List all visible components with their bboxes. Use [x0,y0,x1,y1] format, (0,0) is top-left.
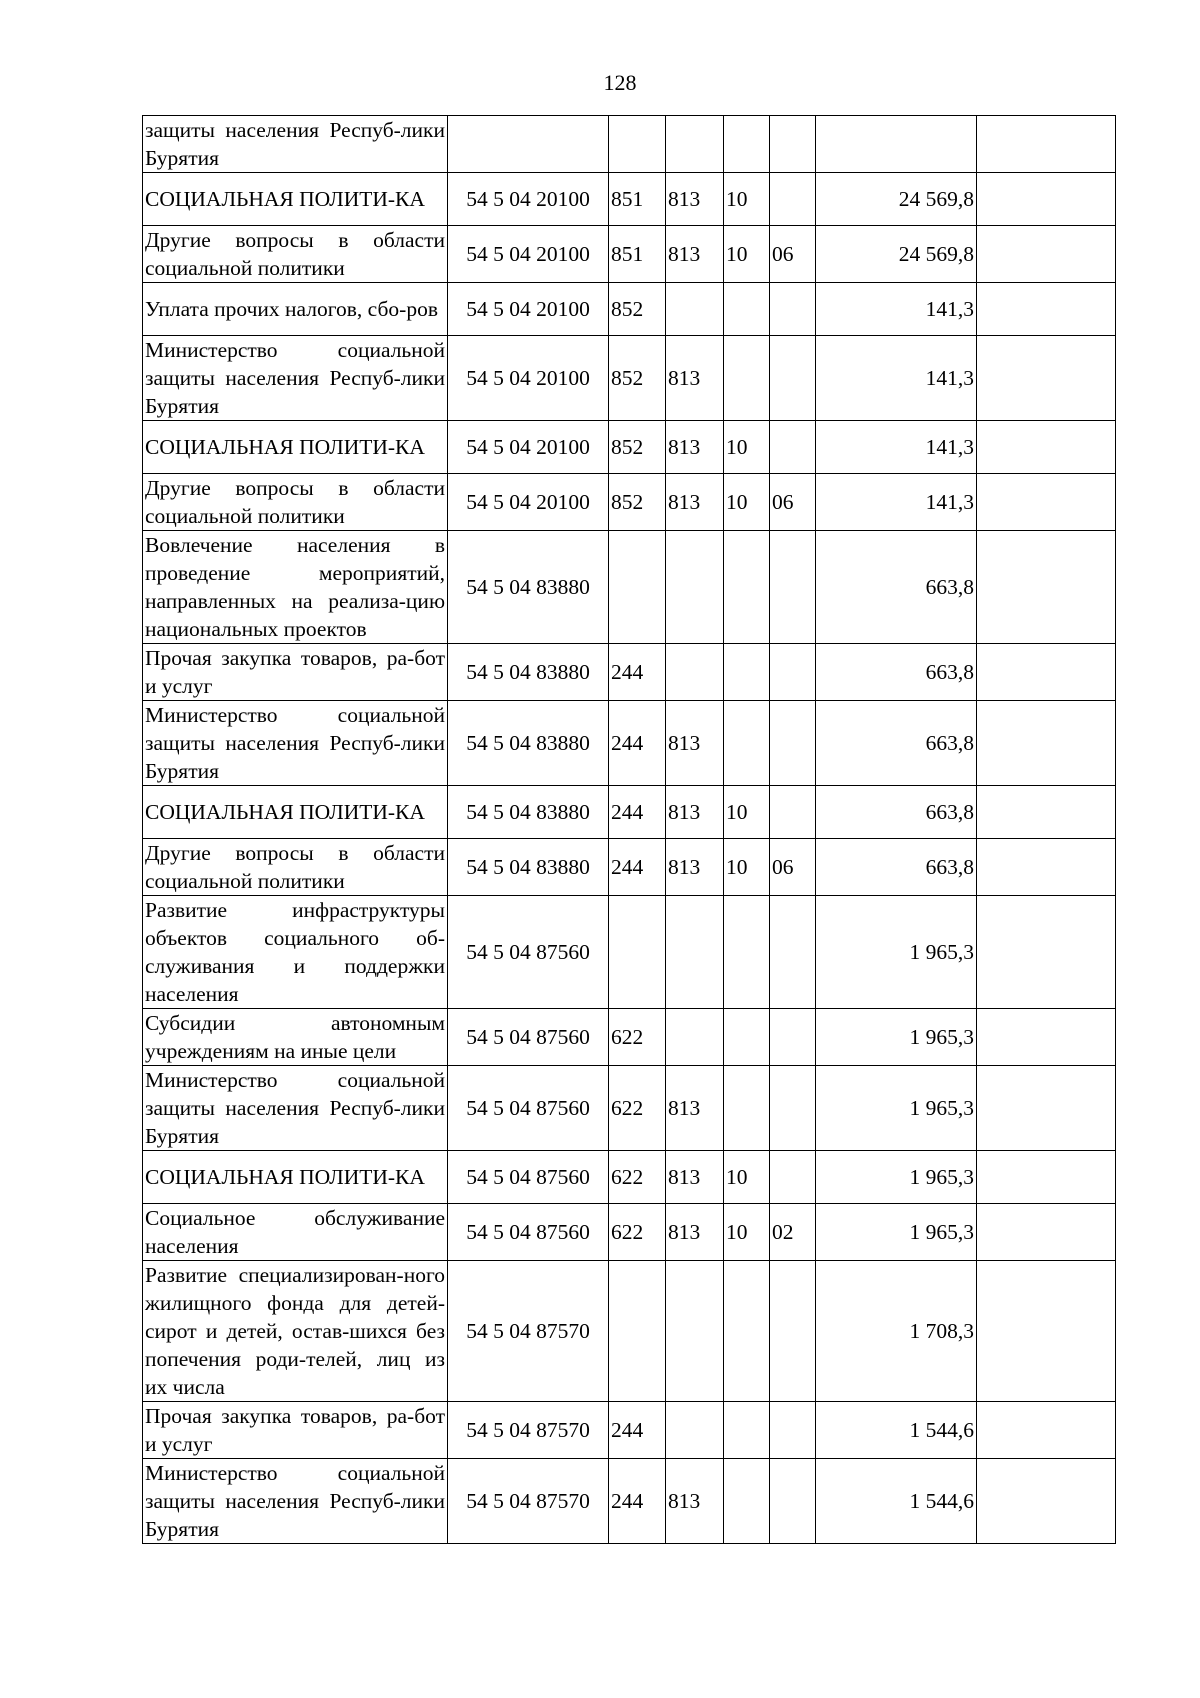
row-extra-cell [977,839,1116,896]
row-target-article-cell: 54 5 04 83880 [448,839,609,896]
table-row [143,786,1116,839]
row-name-cell: СОЦИАЛЬНАЯ ПОЛИТИ-КА [143,786,448,839]
row-target-article-cell: 54 5 04 87570 [448,1402,609,1459]
row-target-article-cell: 54 5 04 83880 [448,531,609,644]
row-section-cell: 10 [724,474,770,531]
row-extra-cell [977,336,1116,421]
row-section-cell [724,336,770,421]
row-section-cell: 10 [724,786,770,839]
row-amount-cell: 141,3 [816,421,977,474]
row-section-cell: 10 [724,173,770,226]
row-name-cell: Уплата прочих налогов, сбо-ров [143,283,448,336]
row-amount-cell: 141,3 [816,474,977,531]
row-subsection-cell [770,644,816,701]
row-administrator-cell: 813 [666,1204,724,1261]
row-name-cell: Другие вопросы в области социальной политики [143,839,448,896]
row-extra-cell [977,116,1116,173]
row-section-cell [724,1402,770,1459]
row-extra-cell [977,1402,1116,1459]
row-expense-type-cell: 622 [609,1204,666,1261]
row-amount-cell: 1 965,3 [816,896,977,1009]
row-expense-type-cell [609,531,666,644]
row-expense-type-cell: 244 [609,786,666,839]
row-target-article-cell [448,116,609,173]
table-row [143,644,1116,701]
row-target-article-cell: 54 5 04 87560 [448,896,609,1009]
table-row [143,839,1116,896]
row-extra-cell [977,896,1116,1009]
row-target-article-cell: 54 5 04 87560 [448,1009,609,1066]
table-row [143,116,1116,173]
row-name-cell: Другие вопросы в области социальной политики [143,474,448,531]
row-administrator-cell: 813 [666,701,724,786]
row-amount-cell: 1 544,6 [816,1459,977,1544]
row-amount-cell: 141,3 [816,336,977,421]
row-administrator-cell: 813 [666,1066,724,1151]
row-administrator-cell: 813 [666,1151,724,1204]
row-subsection-cell [770,786,816,839]
row-administrator-cell [666,1009,724,1066]
row-section-cell [724,283,770,336]
budget-table [142,115,1116,1544]
row-subsection-cell [770,896,816,1009]
budget-table-body [143,116,1116,1544]
row-extra-cell [977,283,1116,336]
row-extra-cell [977,644,1116,701]
row-target-article-cell: 54 5 04 20100 [448,283,609,336]
row-target-article-cell: 54 5 04 20100 [448,421,609,474]
row-section-cell [724,531,770,644]
row-section-cell: 10 [724,226,770,283]
row-extra-cell [977,474,1116,531]
row-amount-cell: 1 544,6 [816,1402,977,1459]
row-amount-cell: 141,3 [816,283,977,336]
row-amount-cell: 1 708,3 [816,1261,977,1402]
row-amount-cell: 663,8 [816,701,977,786]
row-subsection-cell: 06 [770,226,816,283]
row-administrator-cell [666,283,724,336]
row-amount-cell: 1 965,3 [816,1204,977,1261]
table-row [143,336,1116,421]
row-administrator-cell: 813 [666,421,724,474]
row-subsection-cell [770,1261,816,1402]
row-administrator-cell: 813 [666,1459,724,1544]
row-section-cell [724,1009,770,1066]
table-row [143,474,1116,531]
row-section-cell [724,644,770,701]
row-expense-type-cell: 244 [609,839,666,896]
row-section-cell [724,896,770,1009]
row-target-article-cell: 54 5 04 20100 [448,173,609,226]
row-target-article-cell: 54 5 04 20100 [448,226,609,283]
table-row [143,531,1116,644]
row-section-cell: 10 [724,421,770,474]
row-amount-cell: 24 569,8 [816,173,977,226]
row-subsection-cell [770,1009,816,1066]
row-name-cell: Развитие инфраструктуры объектов социального об-служивания и поддержки населения [143,896,448,1009]
row-subsection-cell: 02 [770,1204,816,1261]
row-target-article-cell: 54 5 04 87570 [448,1459,609,1544]
row-extra-cell [977,226,1116,283]
row-expense-type-cell: 851 [609,226,666,283]
row-expense-type-cell: 852 [609,474,666,531]
table-row [143,1204,1116,1261]
row-extra-cell [977,1151,1116,1204]
row-subsection-cell [770,1459,816,1544]
table-row [143,1066,1116,1151]
table-row [143,701,1116,786]
row-amount-cell: 24 569,8 [816,226,977,283]
row-expense-type-cell [609,116,666,173]
row-section-cell [724,701,770,786]
row-extra-cell [977,531,1116,644]
row-amount-cell: 663,8 [816,644,977,701]
row-target-article-cell: 54 5 04 20100 [448,336,609,421]
row-expense-type-cell: 852 [609,283,666,336]
row-administrator-cell [666,531,724,644]
row-extra-cell [977,421,1116,474]
table-row [143,1151,1116,1204]
row-target-article-cell: 54 5 04 87560 [448,1066,609,1151]
row-name-cell: СОЦИАЛЬНАЯ ПОЛИТИ-КА [143,1151,448,1204]
row-administrator-cell [666,1402,724,1459]
row-subsection-cell [770,421,816,474]
row-administrator-cell [666,896,724,1009]
row-subsection-cell [770,283,816,336]
row-target-article-cell: 54 5 04 87560 [448,1204,609,1261]
table-row [143,896,1116,1009]
row-amount-cell: 1 965,3 [816,1009,977,1066]
row-subsection-cell [770,173,816,226]
row-subsection-cell [770,116,816,173]
row-administrator-cell: 813 [666,173,724,226]
row-administrator-cell: 813 [666,474,724,531]
table-row [143,226,1116,283]
row-expense-type-cell: 244 [609,644,666,701]
row-amount-cell: 663,8 [816,839,977,896]
row-subsection-cell [770,701,816,786]
row-subsection-cell [770,1151,816,1204]
row-expense-type-cell [609,896,666,1009]
row-expense-type-cell: 622 [609,1066,666,1151]
row-extra-cell [977,1204,1116,1261]
row-name-cell: Развитие специализирован-ного жилищного фонда для детей-сирот и детей, остав-шихся без попечения роди-телей, лиц из их числа [143,1261,448,1402]
row-section-cell [724,1066,770,1151]
row-expense-type-cell: 244 [609,701,666,786]
row-name-cell: Социальное обслуживание населения [143,1204,448,1261]
row-expense-type-cell: 852 [609,336,666,421]
row-subsection-cell [770,531,816,644]
row-target-article-cell: 54 5 04 83880 [448,701,609,786]
row-name-cell: Министерство социальной защиты населения Респуб-лики Бурятия [143,1459,448,1544]
row-administrator-cell [666,116,724,173]
row-administrator-cell: 813 [666,786,724,839]
row-expense-type-cell: 852 [609,421,666,474]
row-name-cell: Вовлечение населения в проведение мероприятий, направленных на реализа-цию национальных проектов [143,531,448,644]
row-expense-type-cell [609,1261,666,1402]
row-subsection-cell [770,1066,816,1151]
row-section-cell [724,116,770,173]
row-expense-type-cell: 244 [609,1459,666,1544]
row-target-article-cell: 54 5 04 87570 [448,1261,609,1402]
row-subsection-cell: 06 [770,839,816,896]
row-name-cell: СОЦИАЛЬНАЯ ПОЛИТИ-КА [143,421,448,474]
table-row [143,1009,1116,1066]
row-amount-cell [816,116,977,173]
row-name-cell: СОЦИАЛЬНАЯ ПОЛИТИ-КА [143,173,448,226]
row-target-article-cell: 54 5 04 83880 [448,786,609,839]
row-name-cell: Министерство социальной защиты населения Респуб-лики Бурятия [143,701,448,786]
row-name-cell: Министерство социальной защиты населения Респуб-лики Бурятия [143,336,448,421]
row-name-cell: Субсидии автономным учреждениям на иные цели [143,1009,448,1066]
row-section-cell: 10 [724,1151,770,1204]
row-extra-cell [977,1009,1116,1066]
row-section-cell: 10 [724,839,770,896]
row-amount-cell: 1 965,3 [816,1066,977,1151]
row-administrator-cell: 813 [666,839,724,896]
row-target-article-cell: 54 5 04 20100 [448,474,609,531]
row-section-cell [724,1261,770,1402]
row-name-cell: Министерство социальной защиты населения Респуб-лики Бурятия [143,1066,448,1151]
row-name-cell: Прочая закупка товаров, ра-бот и услуг [143,644,448,701]
table-row [143,1261,1116,1402]
row-extra-cell [977,786,1116,839]
row-administrator-cell: 813 [666,226,724,283]
row-subsection-cell [770,1402,816,1459]
row-extra-cell [977,1066,1116,1151]
table-row [143,421,1116,474]
table-row [143,283,1116,336]
row-section-cell [724,1459,770,1544]
row-administrator-cell [666,1261,724,1402]
row-name-cell: защиты населения Респуб-лики Бурятия [143,116,448,173]
row-name-cell: Прочая закупка товаров, ра-бот и услуг [143,1402,448,1459]
row-administrator-cell: 813 [666,336,724,421]
row-amount-cell: 1 965,3 [816,1151,977,1204]
row-expense-type-cell: 244 [609,1402,666,1459]
row-section-cell: 10 [724,1204,770,1261]
row-target-article-cell: 54 5 04 87560 [448,1151,609,1204]
row-expense-type-cell: 622 [609,1151,666,1204]
row-target-article-cell: 54 5 04 83880 [448,644,609,701]
row-subsection-cell [770,336,816,421]
table-row [143,1402,1116,1459]
row-subsection-cell: 06 [770,474,816,531]
row-extra-cell [977,1459,1116,1544]
row-amount-cell: 663,8 [816,531,977,644]
table-row [143,1459,1116,1544]
row-name-cell: Другие вопросы в области социальной политики [143,226,448,283]
row-extra-cell [977,701,1116,786]
table-row [143,173,1116,226]
row-amount-cell: 663,8 [816,786,977,839]
row-expense-type-cell: 622 [609,1009,666,1066]
row-extra-cell [977,173,1116,226]
page-number: 128 [603,70,637,95]
row-extra-cell [977,1261,1116,1402]
row-expense-type-cell: 851 [609,173,666,226]
row-administrator-cell [666,644,724,701]
